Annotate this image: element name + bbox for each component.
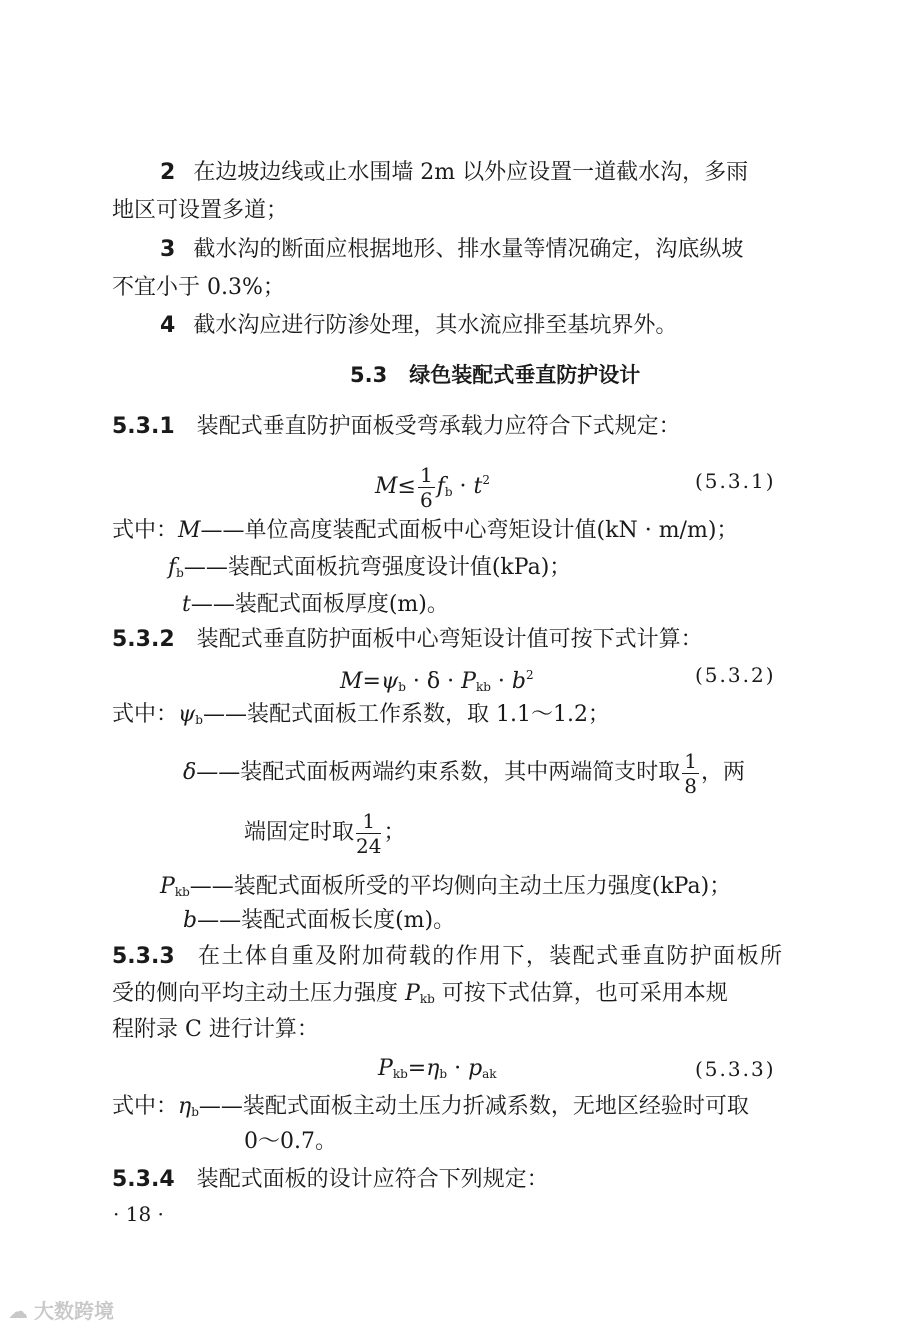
def-fb-text: ——装配式面板抗弯强度设计值(kPa)； — [183, 555, 572, 580]
frac-one-24th — [356, 809, 381, 858]
clause-5-3-2-number: 5.3.2 — [112, 627, 175, 652]
clause-5-3-3-number: 5.3.3 — [112, 944, 175, 969]
clause-5-3-3-line-1 — [112, 942, 782, 972]
def-Pkb-sub: kb — [174, 885, 190, 899]
eq2-delta: · δ · — [405, 669, 462, 694]
eq1-fraction-den: 6 — [419, 487, 433, 512]
def-M-symbol: M — [178, 518, 201, 543]
item-3-line-2: 不宜小于 0.3%； — [112, 275, 285, 300]
equation-5-3-2 — [340, 660, 534, 702]
def-b-text: ——装配式面板长度(m)。 — [197, 908, 456, 933]
page-number: · 18 · — [113, 1202, 164, 1226]
eq2-b: b — [511, 669, 526, 694]
def-delta-text-2b: ； — [383, 820, 406, 845]
def-fb-symbol: f — [168, 555, 177, 580]
clause-5-3-1 — [112, 412, 681, 442]
where-label-1: 式中： — [112, 518, 179, 543]
eq2-P: P — [461, 669, 476, 694]
def-psi-sub: b — [195, 713, 203, 727]
def-psi-text: ——装配式面板工作系数，取 1.1～1.2； — [202, 702, 610, 727]
equation-5-3-2-label: (5.3.2) — [695, 663, 776, 687]
eq3-p-sub: ak — [482, 1067, 497, 1081]
def-M — [112, 516, 738, 546]
def-b — [183, 906, 455, 936]
eq3-P-sub: kb — [392, 1067, 408, 1081]
clause-5-3-3-Pkb: P — [405, 981, 420, 1006]
eq1-t-sup: 2 — [482, 473, 491, 487]
clause-5-3-4-number: 5.3.4 — [112, 1167, 175, 1192]
def-delta-line-2 — [244, 808, 405, 858]
section-title: 绿色装配式垂直防护设计 — [409, 363, 641, 387]
def-delta-text-1: ——装配式面板两端约束系数，其中两端简支时取 — [196, 760, 681, 785]
clause-5-3-4-text: 装配式面板的设计应符合下列规定： — [196, 1167, 549, 1192]
frac-one-eighth — [682, 749, 699, 798]
item-2-text: 在边坡边线或止水围墙 2m 以外应设置一道截水沟，多雨 — [193, 160, 749, 185]
def-M-text: ——单位高度装配式面板中心弯矩设计值(kN · m/m)； — [200, 518, 739, 543]
item-3-text: 截水沟的断面应根据地形、排水量等情况确定，沟底纵坡 — [193, 237, 744, 262]
eq3-eta: η — [426, 1056, 440, 1081]
clause-5-3-3-Pkb-sub: kb — [419, 992, 435, 1006]
watermark-logo-icon: ☁ — [8, 1299, 28, 1323]
clause-5-3-3-line-3: 程附录 C 进行计算： — [112, 1017, 319, 1042]
frac-one-24th-num: 1 — [356, 809, 381, 834]
def-eta-line-1 — [112, 1092, 749, 1127]
def-delta-symbol: δ — [183, 760, 197, 785]
frac-one-eighth-num: 1 — [684, 748, 697, 773]
eq2-b-sup: 2 — [525, 668, 534, 682]
where-label-2: 式中： — [112, 702, 179, 727]
eq1-t: t — [473, 474, 483, 499]
eq1-fraction — [418, 463, 435, 512]
def-psi-symbol: ψ — [178, 702, 196, 727]
def-eta-line-2: 0～0.7。 — [244, 1129, 337, 1154]
clause-5-3-4 — [112, 1165, 549, 1195]
def-eta-text-1: ——装配式面板主动土压力折减系数，无地区经验时可取 — [198, 1094, 749, 1119]
def-fb — [160, 553, 571, 588]
section-number: 5.3 — [350, 363, 388, 387]
item-3-number: 3 — [160, 237, 176, 262]
item-4-text: 截水沟应进行防渗处理，其水流应排至基坑界外。 — [193, 313, 678, 338]
equation-5-3-3-label: (5.3.3) — [695, 1057, 776, 1081]
def-psi — [112, 700, 610, 735]
def-delta-text-2: 端固定时取 — [244, 820, 355, 845]
equation-5-3-1 — [375, 460, 490, 512]
def-t-text: ——装配式面板厚度(m)。 — [190, 592, 449, 617]
def-t — [182, 590, 449, 620]
clause-5-3-2-text: 装配式垂直防护面板中心弯矩设计值可按下式计算： — [196, 627, 703, 652]
watermark-text: 大数跨境 — [34, 1299, 114, 1323]
def-Pkb — [160, 872, 731, 907]
clause-5-3-1-text: 装配式垂直防护面板受弯承载力应符合下式规定： — [196, 414, 681, 439]
eq3-P: P — [378, 1056, 393, 1081]
item-4-line — [112, 311, 677, 341]
eq2-psi-sub: b — [398, 680, 406, 694]
def-fb-sub: b — [176, 566, 184, 580]
eq3-equals: = — [407, 1056, 427, 1081]
clause-5-3-1-number: 5.3.1 — [112, 414, 175, 439]
def-eta-sub: b — [191, 1105, 199, 1119]
item-2-line-1 — [112, 158, 748, 188]
section-heading — [350, 360, 640, 390]
clause-5-3-3-line-2 — [112, 979, 728, 1014]
eq1-f-sub: b — [444, 485, 453, 499]
eq3-dot: · — [447, 1056, 469, 1081]
eq3-eta-sub: b — [439, 1067, 448, 1081]
eq1-fraction-num: 1 — [419, 462, 433, 487]
item-3-line-1 — [112, 235, 743, 265]
def-t-symbol: t — [182, 592, 191, 617]
item-2-line-2: 地区可设置多道； — [112, 198, 289, 223]
def-b-symbol: b — [183, 908, 198, 933]
eq2-P-sub: kb — [475, 680, 491, 694]
eq1-dot: · — [452, 474, 474, 499]
eq1-f: f — [436, 474, 445, 499]
frac-one-24th-den: 24 — [356, 833, 382, 858]
eq2-psi: ψ — [380, 669, 399, 694]
def-Pkb-symbol: P — [160, 874, 175, 899]
clause-5-3-3-text-2b: 可按下式估算，也可采用本规 — [434, 981, 728, 1006]
clause-5-3-2 — [112, 625, 703, 655]
item-4-number: 4 — [160, 313, 176, 338]
eq2-M: M= — [340, 669, 381, 694]
eq3-p: p — [468, 1056, 483, 1081]
clause-5-3-3-text-2a: 受的侧向平均主动土压力强度 — [112, 981, 405, 1006]
where-label-3: 式中： — [112, 1094, 179, 1119]
equation-5-3-3 — [378, 1054, 497, 1089]
frac-one-eighth-den: 8 — [684, 773, 697, 798]
equation-5-3-1-label: (5.3.1) — [695, 469, 776, 493]
clause-5-3-3-text-1: 在土体自重及附加荷载的作用下，装配式垂直防护面板所 — [196, 944, 782, 969]
eq2-dot: · — [490, 669, 512, 694]
def-eta-symbol: η — [178, 1094, 192, 1119]
def-delta-text-1b: ，两 — [701, 760, 746, 785]
def-Pkb-text: ——装配式面板所受的平均侧向主动土压力强度(kPa)； — [189, 874, 732, 899]
item-2-number: 2 — [160, 160, 176, 185]
eq1-lhs: M≤ — [375, 474, 416, 499]
watermark — [8, 1295, 114, 1324]
def-delta-line-1 — [183, 748, 745, 798]
